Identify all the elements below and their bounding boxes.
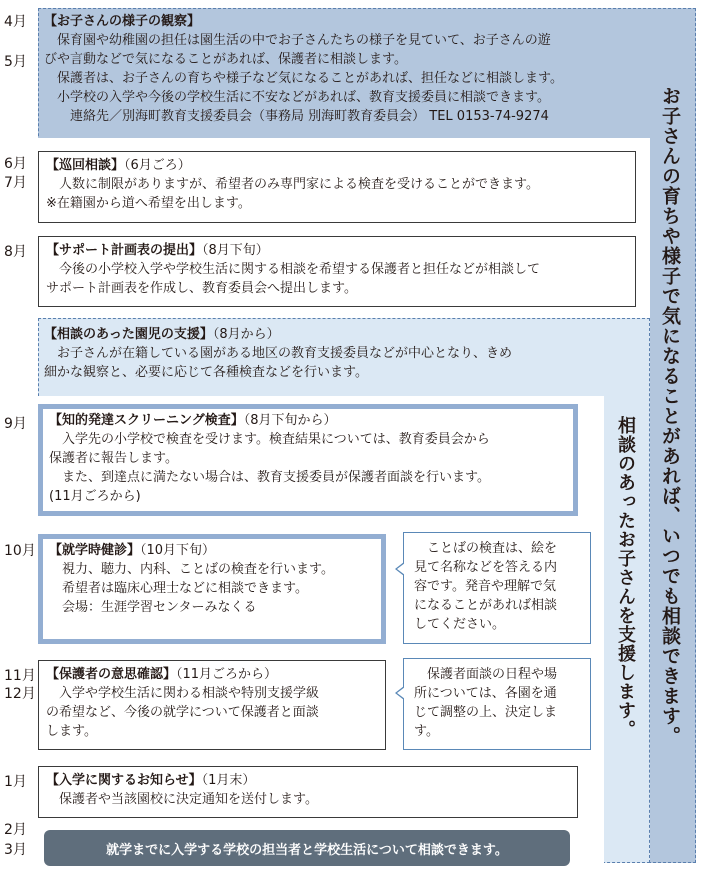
- month-label-march: 3月: [4, 842, 27, 858]
- screening-box: [38, 404, 578, 516]
- health-check-line: 希望者は臨床心理士などに相談できます。: [62, 581, 308, 596]
- patrol-period: （6月ごろ）: [124, 158, 191, 173]
- observation-section: [44, 12, 654, 126]
- screening-line: 入学先の小学校で検査を受けます。検査結果については、教育委員会から: [62, 432, 490, 447]
- health-check-period: （10月下旬）: [140, 543, 216, 558]
- note-line: す。: [414, 724, 439, 739]
- screening-title: 【知的発達スクリーニング検査】: [49, 413, 244, 428]
- note-line: 容です。発音や理解で気: [414, 579, 556, 594]
- note-line: 見て名称などを答える内: [414, 560, 558, 575]
- note-line: になることがあれば相談: [414, 598, 558, 613]
- note-line: 所については、各園を通: [414, 686, 557, 701]
- inner-vertical-message: 相談のあったお子さんを支援します。: [615, 416, 636, 739]
- month-label-february: 2月: [4, 822, 27, 838]
- screening-period: （8月下旬から）: [243, 413, 337, 428]
- admission-notice-box: [38, 766, 578, 818]
- observation-line: びや言動などで気になることがあれば、保護者に相談します。: [44, 52, 407, 67]
- patrol-consultation-box: [38, 151, 636, 223]
- callout-pointer-fill: [397, 563, 405, 575]
- observation-line: 保護者は、お子さんの育ちや様子など気になることがあれば、担任などに相談します。: [57, 71, 563, 86]
- consulted-support-period: （8月から）: [212, 327, 280, 342]
- outer-vertical-message: お子さんの育ちや様子で気になることがあれば、いつでも相談できます。: [659, 86, 681, 746]
- month-label-july: 7月: [4, 175, 27, 191]
- month-label-august: 8月: [4, 244, 27, 260]
- month-label-may: 5月: [4, 54, 27, 70]
- language-test-note: [403, 532, 591, 644]
- note-line: 保護者面談の日程や場: [427, 667, 558, 682]
- month-label-september: 9月: [4, 416, 27, 432]
- health-check-box: [38, 534, 386, 644]
- guardian-intent-box: [38, 660, 386, 750]
- consulted-support-section: [44, 325, 604, 382]
- notice-line: 保護者や当該園校に決定通知を送付します。: [59, 792, 318, 807]
- month-label-december: 12月: [4, 686, 36, 702]
- health-check-line: 視力、聴力、内科、ことばの検査を行います。: [62, 562, 334, 577]
- observation-line: 小学校の入学や今後の学校生活に不安などがあれば、教育支援委員に相談できます。: [57, 90, 550, 105]
- support-plan-line: 今後の小学校入学や学校生活に関する相談を希望する保護者と担任などが相談して: [59, 262, 541, 277]
- support-plan-period: （8月下旬）: [202, 243, 269, 258]
- support-plan-title: 【サポート計画表の提出】: [46, 243, 203, 258]
- intent-period: （11月ごろから）: [176, 667, 278, 682]
- school-consultation-banner: 就学までに入学する学校の担当者と学校生活について相談できます。: [44, 830, 570, 866]
- patrol-title: 【巡回相談】: [46, 158, 125, 173]
- month-label-january: 1月: [4, 774, 27, 790]
- intent-title: 【保護者の意思確認】: [46, 667, 177, 682]
- intent-line: 入学や学校生活に関わる相談や特別支援学級: [59, 686, 320, 701]
- observation-line: 保育園や幼稚園の担任は園生活の中でお子さんたちの様子を見ていて、お子さんの遊: [57, 33, 551, 48]
- note-line: してください。: [414, 617, 506, 632]
- support-plan-line: サポート計画表を作成し、教育委員会へ提出します。: [46, 281, 357, 296]
- interview-schedule-note: [403, 658, 591, 750]
- consulted-support-line: 細かな観察と、必要に応じて各種検査などを行います。: [44, 365, 368, 380]
- screening-line: (11月ごろから): [49, 489, 141, 504]
- health-check-title: 【就学時健診】: [49, 543, 141, 558]
- support-plan-box: [38, 236, 636, 307]
- notice-period: （1月末）: [201, 773, 256, 788]
- screening-line: また、到達点に満たない場合は、教育支援委員が保護者面談を行います。: [62, 470, 490, 485]
- month-label-june: 6月: [4, 156, 27, 172]
- month-label-november: 11月: [4, 668, 36, 684]
- note-line: ことばの検査は、絵を: [427, 541, 558, 556]
- screening-line: 保護者に報告します。: [49, 451, 178, 466]
- consulted-support-title: 【相談のあった園児の支援】: [44, 327, 213, 342]
- consulted-support-line: お子さんが在籍している園がある地区の教育支援委員などが中心となり、きめ: [57, 346, 513, 361]
- health-check-line: 会場：生涯学習センターみなくる: [62, 600, 257, 615]
- intent-line: の希望など、今後の就学について保護者と面談: [46, 705, 319, 720]
- month-label-april: 4月: [4, 14, 27, 30]
- note-line: じて調整の上、決定しま: [414, 705, 558, 720]
- month-label-october: 10月: [4, 543, 36, 559]
- observation-title: 【お子さんの様子の観察】: [44, 14, 201, 29]
- patrol-line: 人数に制限がありますが、希望者のみ専門家による検査を受けることができます。: [59, 177, 539, 192]
- contact-line: 連絡先／別海町教育支援委員会（事務局 別海町教育委員会） TEL 0153-74-9274: [70, 109, 549, 124]
- intent-line: します。: [46, 724, 97, 739]
- notice-title: 【入学に関するお知らせ】: [46, 773, 202, 788]
- patrol-line: ※在籍園から道へ希望を出します。: [46, 196, 251, 211]
- callout-pointer-fill: [397, 687, 405, 699]
